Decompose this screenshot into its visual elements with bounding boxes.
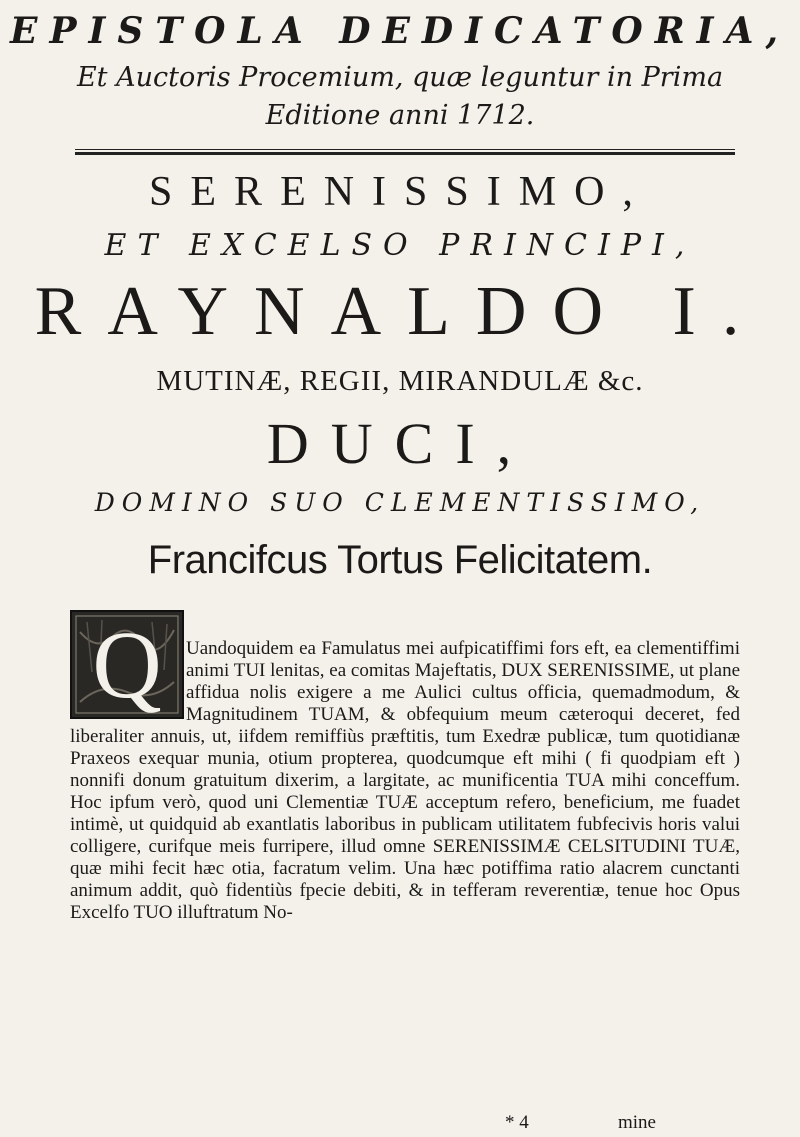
dedicatee-titles: MUTINÆ, REGII, MIRANDULÆ &c. [156,365,644,397]
subtitle-line-1: Et Auctoris Procemium, quæ leguntur in Prima [76,62,724,93]
catchword: mine [618,1112,656,1133]
dedicatee-name: RAYNALDO I. [34,273,766,350]
signature-mark: * 4 [505,1112,529,1133]
dedicatee-line-2: ET EXCELSO PRINCIPI, [104,228,696,263]
dedication-line: DOMINO SUO CLEMENTISSIMO, [94,488,706,517]
page-title: EPISTOLA DEDICATORIA, [10,10,790,52]
header-divider [75,149,735,155]
woodcut-initial-icon [70,610,184,719]
dedicatee-rank: DUCI, [266,411,534,476]
page-footer [0,1112,800,1134]
dedicatee-line-1: SERENISSIMO, [149,169,651,215]
body-paragraph: Uandoquidem ea Famulatus mei aufpicatiffimi fors eft, ea clementiffimi animi TUI lenitas, ea comitas Majeftatis, DUX SERENISSIME, ut plane affidua nolis exigere a me Aulici cultus officia, quemadmodum, & Magnitudinem TUAM, & obfequium meum cæteroqui deceret, fed liberaliter annuis, ut, iifdem remiffiùs præftitis, tum Exedræ publicæ, tum quotidianæ Praxeos exequar munia, otium propterea, quodcumque eft mihi ( fi quodpiam eft ) nonnifi donum gratuitum dixerim, a largitate, ac munificentia TUA mihi conceffum. Hoc ipfum verò, quod uni Clementiæ TUÆ acceptum refero, beneficium, me fuadet intimè, ut quidquid ab exantlatis laboribus in publicam utilitatem fubfecivis horis valui colligere, curifque meis furripere, illud omne SERENISSIMÆ CELSITUDINI TUÆ, quæ mihi fecit hæc otia, facratum velim. Una hæc potiffima ratio alacrem cunctanti animum addit, quò fidentiùs fpecie debiti, & in tefferam reverentiæ, tenue hoc Opus Excelfo TUO illuftratum No- [70,638,740,923]
drop-cap-letter: Q [92,611,162,718]
subtitle-line-2: Editione anni 1712. [265,100,535,131]
author-greeting: Francifcus Tortus Felicitatem. [147,538,653,582]
